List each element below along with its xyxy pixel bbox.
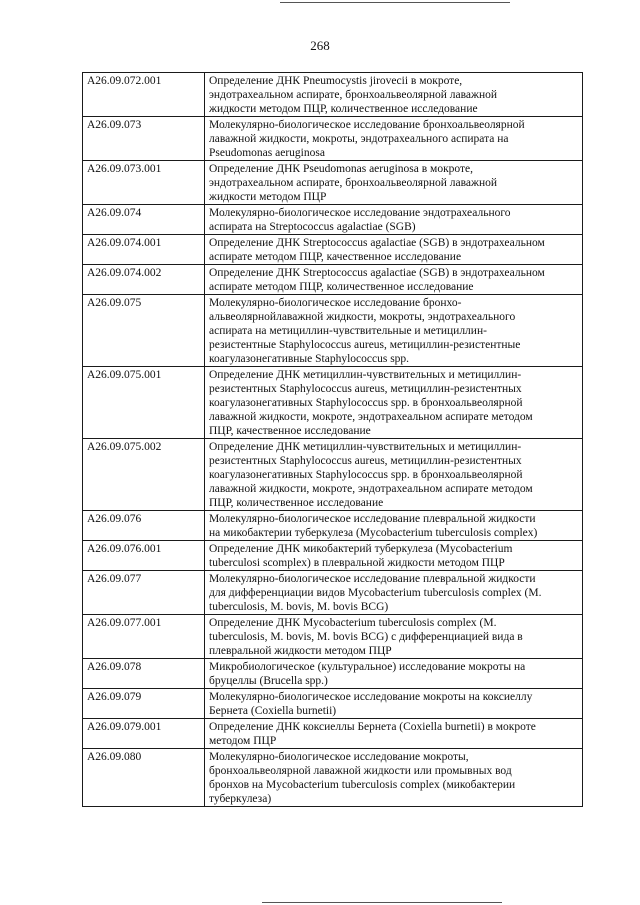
service-description: Молекулярно-биологическое исследование бронхоальвеолярной лаважной жидкости, мокроты, эндотрахеального аспирата на Pseudomonas aeruginosa [205,117,583,161]
service-description: Молекулярно-биологическое исследование мокроты на коксиеллу Бернета (Coxiella burnetii) [205,689,583,719]
service-code: A26.09.079.001 [83,719,205,749]
table-row [83,235,583,265]
service-description: Определение ДНК микобактерий туберкулеза (Mycobacterium tuberculosi scomplex) в плевральной жидкости методом ПЦР [205,541,583,571]
service-code: A26.09.073.001 [83,161,205,205]
service-code: A26.09.079 [83,689,205,719]
service-description: Определение ДНК коксиеллы Бернета (Coxiella burnetii) в мокроте методом ПЦР [205,719,583,749]
table-row [83,73,583,117]
service-code: A26.09.073 [83,117,205,161]
service-code: A26.09.074.001 [83,235,205,265]
service-code: A26.09.077.001 [83,615,205,659]
service-code: A26.09.072.001 [83,73,205,117]
service-code: A26.09.078 [83,659,205,689]
table-row [83,265,583,295]
bottom-scan-rule [262,902,502,903]
service-description: Определение ДНК Pneumocystis jirovecii в мокроте, эндотрахеальном аспирате, бронхоальвеолярной лаважной жидкости методом ПЦР, количественное исследование [205,73,583,117]
service-description: Определение ДНК Pseudomonas aeruginosa в мокроте, эндотрахеальном аспирате, бронхоальвеолярной лаважной жидкости методом ПЦР [205,161,583,205]
service-description: Микробиологическое (культуральное) исследование мокроты на бруцеллы (Brucella spp.) [205,659,583,689]
table-row [83,541,583,571]
top-scan-rule [280,2,510,3]
table-row [83,659,583,689]
service-code: A26.09.076.001 [83,541,205,571]
table-row [83,205,583,235]
service-description: Определение ДНК метициллин-чувствительных и метициллин- резистентных Staphylococcus aureus, метициллин-резистентных коагулазонегативных Staphylococcus spp. в бронхоальвеолярной лаважной жидкости, мокроте, эндотрахеальном аспирате методом ПЦР, количественное исследование [205,439,583,511]
service-description: Молекулярно-биологическое исследование плевральной жидкости на микобактерии туберкулеза (Mycobacterium tuberculosis complex) [205,511,583,541]
service-description: Молекулярно-биологическое исследование эндотрахеального аспирата на Streptococcus agalactiae (SGB) [205,205,583,235]
table-row [83,511,583,541]
service-description: Определение ДНК Streptococcus agalactiae (SGB) в эндотрахеальном аспирате методом ПЦР, количественное исследование [205,265,583,295]
service-description: Молекулярно-биологическое исследование плевральной жидкости для дифференциации видов Mycobacterium tuberculosis complex (M. tuberculosis, M. bovis, M. bovis BCG) [205,571,583,615]
page-number: 268 [310,38,330,53]
service-code: A26.09.077 [83,571,205,615]
table-row [83,295,583,367]
table-row [83,719,583,749]
table-row [83,367,583,439]
table-row [83,615,583,659]
table-row [83,117,583,161]
table-row [83,571,583,615]
service-description: Молекулярно-биологическое исследование мокроты, бронхоальвеолярной лаважной жидкости или промывных вод бронхов на Mycobacterium tuberculosis complex (микобактерии туберкулеза) [205,749,583,807]
service-code: A26.09.076 [83,511,205,541]
service-code: A26.09.080 [83,749,205,807]
service-description: Молекулярно-биологическое исследование бронхо- альвеолярнойлаважной жидкости, мокроты, эндотрахеального аспирата на метициллин-чувствительные и метициллин- резистентные Staphylococcus aureus, метициллин-резистентные коагулазонегативные Staphylococcus spp. [205,295,583,367]
service-code: A26.09.075.001 [83,367,205,439]
table-row [83,689,583,719]
medical-services-table [82,72,583,807]
service-code: A26.09.074 [83,205,205,235]
table-row [83,749,583,807]
service-description: Определение ДНК Streptococcus agalactiae (SGB) в эндотрахеальном аспирате методом ПЦР, качественное исследование [205,235,583,265]
service-code: A26.09.074.002 [83,265,205,295]
service-code: A26.09.075 [83,295,205,367]
service-description: Определение ДНК Mycobacterium tuberculosis complex (M. tuberculosis, M. bovis, M. bovis BCG) с дифференциацией вида в плевральной жидкости методом ПЦР [205,615,583,659]
table-row [83,439,583,511]
service-description: Определение ДНК метициллин-чувствительных и метициллин- резистентных Staphylococcus aureus, метициллин-резистентных коагулазонегативных Staphylococcus spp. в бронхоальвеолярной лаважной жидкости, мокроте, эндотрахеальном аспирате методом ПЦР, качественное исследование [205,367,583,439]
table-row [83,161,583,205]
service-code: A26.09.075.002 [83,439,205,511]
